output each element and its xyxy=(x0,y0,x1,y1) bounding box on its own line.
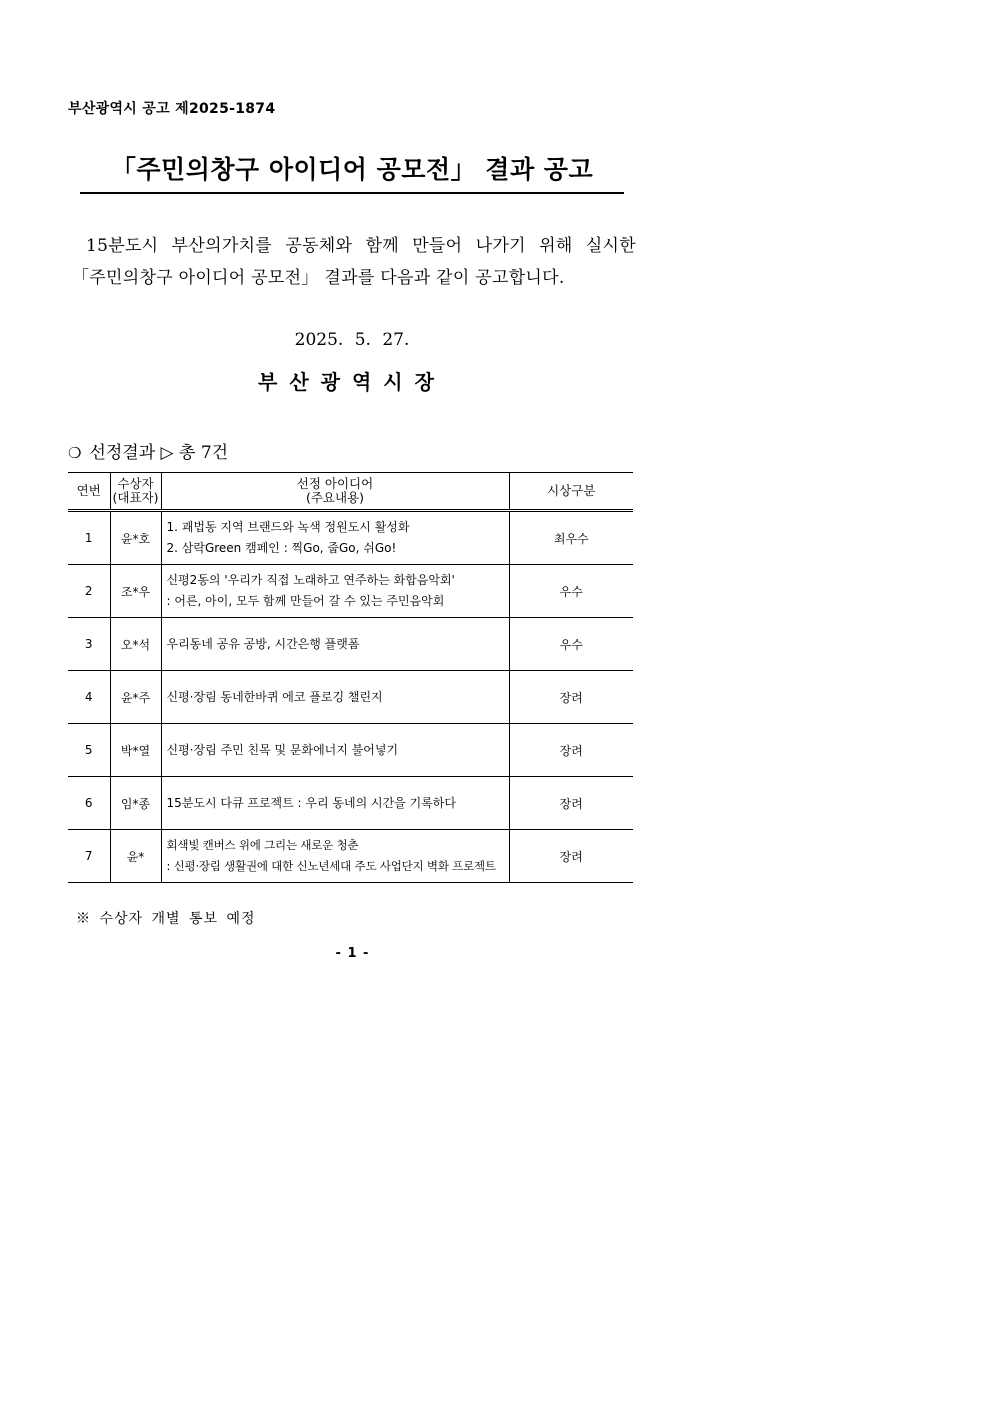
table-row xyxy=(68,777,633,830)
row-idea-line2: : 어른, 아이, 모두 함께 만들어 갈 수 있는 주민음악회 xyxy=(166,594,445,608)
title-underline xyxy=(80,192,624,194)
table-row xyxy=(68,724,633,777)
row-winner: 윤*호 xyxy=(110,511,161,565)
row-no: 5 xyxy=(68,724,110,777)
page-number: - 1 - xyxy=(335,946,369,961)
row-award: 장려 xyxy=(509,777,633,830)
row-award: 장려 xyxy=(509,724,633,777)
header-idea xyxy=(161,473,509,511)
table-row xyxy=(68,618,633,671)
table-row xyxy=(68,565,633,618)
row-award: 우수 xyxy=(509,618,633,671)
issuer-name: 부산광역시장 xyxy=(258,370,446,394)
row-no: 7 xyxy=(68,830,110,883)
section-heading xyxy=(68,438,228,463)
intro-line-2: 「주민의창구 아이디어 공모전」 결과를 다음과 같이 공고합니다. xyxy=(72,268,565,288)
row-award: 장려 xyxy=(509,671,633,724)
header-winner-line1: 수상자 xyxy=(117,476,154,491)
section-heading-text: 선정결과 ▷ 총 7건 xyxy=(89,443,229,463)
row-idea-line1: 신평·장림 주민 친목 및 문화에너지 불어넣기 xyxy=(166,742,399,757)
circle-bullet-icon: ❍ xyxy=(68,444,82,462)
notice-date: 2025. 5. 27. xyxy=(294,330,410,350)
row-idea-line1: 1. 괘법동 지역 브랜드와 녹색 정원도시 활성화 xyxy=(166,520,410,534)
row-idea-line2: : 신평·장림 생활권에 대한 신노년세대 주도 사업단지 벽화 프로젝트 xyxy=(166,859,496,873)
row-no: 1 xyxy=(68,511,110,565)
header-award: 시상구분 xyxy=(509,473,633,511)
results-table xyxy=(68,472,633,883)
row-no: 6 xyxy=(68,777,110,830)
row-award: 장려 xyxy=(509,830,633,883)
row-no: 2 xyxy=(68,565,110,618)
footnote: ※ 수상자 개별 통보 예정 xyxy=(76,911,256,927)
header-idea-line2: (주요내용) xyxy=(305,490,365,505)
intro-paragraph xyxy=(72,230,636,294)
document-title: 「주민의창구 아이디어 공모전」 결과 공고 xyxy=(110,155,594,184)
row-winner: 윤*주 xyxy=(110,671,161,724)
table-header-row xyxy=(68,473,633,511)
row-no: 3 xyxy=(68,618,110,671)
row-winner: 오*석 xyxy=(110,618,161,671)
row-award: 우수 xyxy=(509,565,633,618)
row-idea-line1: 회색빛 캔버스 위에 그리는 새로운 청춘 xyxy=(166,838,359,852)
row-idea-line2: 2. 삼락Green 캠페인 : 찍Go, 줍Go, 쉬Go! xyxy=(166,541,397,555)
row-award: 최우수 xyxy=(509,511,633,565)
table-row xyxy=(68,671,633,724)
header-idea-line1: 선정 아이디어 xyxy=(296,476,374,491)
row-idea-line1: 15분도시 다큐 프로젝트 : 우리 동네의 시간을 기록하다 xyxy=(166,795,456,810)
row-winner: 조*우 xyxy=(110,565,161,618)
row-idea xyxy=(161,511,509,565)
row-winner: 임*종 xyxy=(110,777,161,830)
header-winner xyxy=(110,473,161,511)
header-no: 연번 xyxy=(68,473,110,511)
row-idea-line1: 우리동네 공유 공방, 시간은행 플랫폼 xyxy=(166,636,360,651)
row-idea xyxy=(161,618,509,671)
row-idea xyxy=(161,724,509,777)
row-winner: 박*열 xyxy=(110,724,161,777)
table-row xyxy=(68,830,633,883)
row-idea xyxy=(161,830,509,883)
row-idea xyxy=(161,777,509,830)
header-winner-line2: (대표자) xyxy=(112,490,159,505)
row-no: 4 xyxy=(68,671,110,724)
row-idea xyxy=(161,671,509,724)
row-idea-line1: 신평·장림 동네한바퀴 에코 플로깅 챌린지 xyxy=(166,689,383,704)
table-row xyxy=(68,511,633,565)
row-winner: 윤* xyxy=(110,830,161,883)
row-idea-line1: 신평2동의 '우리가 직접 노래하고 연주하는 화합음악회' xyxy=(166,573,455,587)
intro-line-1: 15분도시 부산의가치를 공동체와 함께 만들어 나가기 위해 실시한 xyxy=(86,236,636,256)
notice-number: 부산광역시 공고 제2025-1874 xyxy=(68,101,276,117)
row-idea xyxy=(161,565,509,618)
